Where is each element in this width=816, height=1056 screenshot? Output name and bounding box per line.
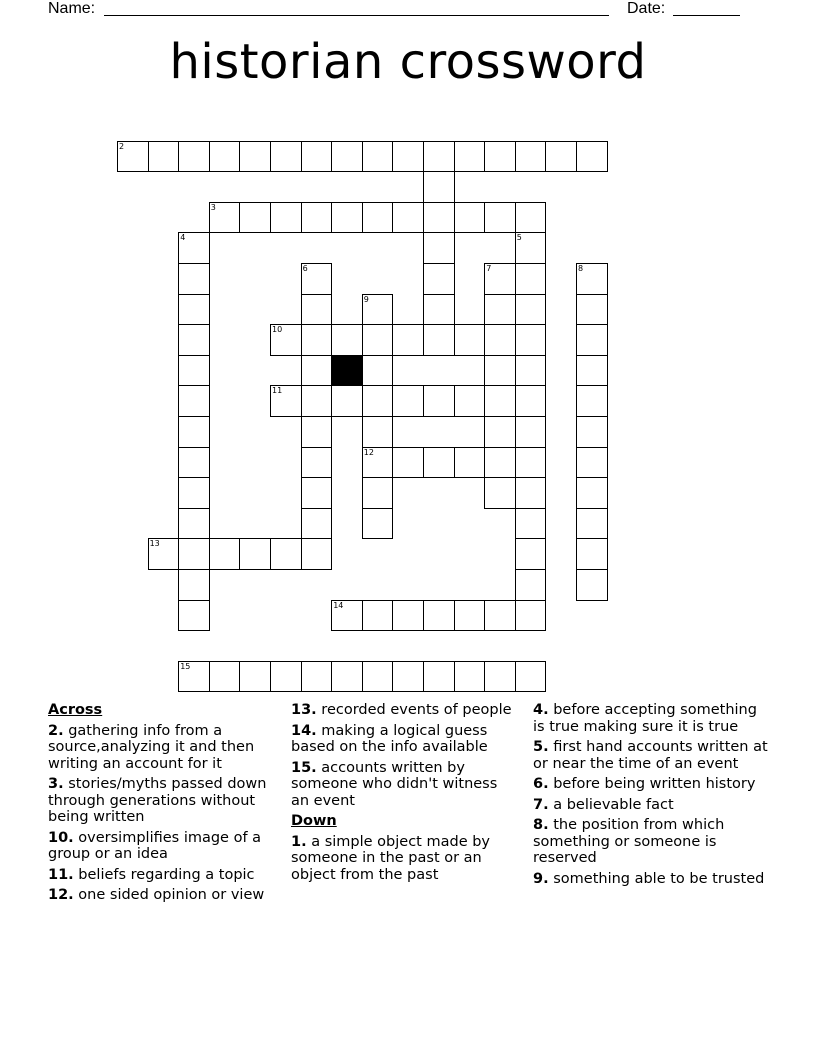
clue-down-1 — [291, 834, 516, 884]
grid-cell[interactable] — [515, 447, 547, 479]
grid-cell[interactable] — [515, 294, 547, 326]
grid-cell[interactable] — [454, 385, 486, 417]
grid-cell[interactable] — [270, 202, 302, 234]
grid-cell[interactable] — [423, 232, 455, 264]
grid-cell[interactable] — [515, 324, 547, 356]
cell-number: 4 — [180, 233, 186, 243]
cell-number: 2 — [119, 141, 125, 151]
grid-cell[interactable] — [239, 141, 271, 173]
grid-cell[interactable] — [178, 232, 210, 264]
grid-cell[interactable] — [454, 141, 486, 173]
clue-number: 6. — [533, 776, 549, 792]
grid-cell[interactable] — [239, 661, 271, 693]
clue-number: 4. — [533, 702, 549, 718]
clue-text: stories/myths passed down through generations without being written — [48, 776, 267, 825]
clues-column-3 — [533, 702, 768, 891]
grid-cell[interactable] — [178, 508, 210, 540]
grid-cell[interactable] — [178, 263, 210, 295]
grid-cell[interactable] — [423, 600, 455, 632]
grid-cell[interactable] — [515, 263, 547, 295]
grid-cell[interactable] — [362, 508, 394, 540]
grid-cell[interactable] — [454, 661, 486, 693]
clue-across-14 — [291, 723, 516, 756]
clue-text: making a logical guess based on the info available — [291, 722, 488, 755]
grid-cell[interactable] — [484, 141, 516, 173]
cell-number: 9 — [363, 294, 369, 304]
grid-cell[interactable] — [117, 141, 149, 173]
page-title: historian crossword — [169, 34, 647, 90]
clue-text: a simple object made by someone in the past or an object from the past — [291, 833, 491, 883]
grid-cell[interactable] — [178, 477, 210, 509]
grid-cell[interactable] — [331, 202, 363, 234]
grid-cell[interactable] — [301, 447, 333, 479]
grid-cell[interactable] — [209, 661, 241, 693]
clue-down-8 — [533, 817, 768, 867]
clue-text: beliefs regarding a topic — [78, 866, 255, 883]
grid-cell[interactable] — [239, 202, 271, 234]
cell-number: 6 — [302, 264, 308, 273]
grid-cell[interactable] — [576, 263, 608, 295]
grid-cell[interactable] — [423, 141, 455, 173]
cell-number: 8 — [578, 264, 584, 273]
grid-cell[interactable] — [178, 385, 210, 417]
grid-cell[interactable] — [209, 538, 241, 570]
grid-cell[interactable] — [301, 324, 333, 356]
date-label: Date: — [627, 0, 666, 17]
grid-cell[interactable] — [362, 294, 394, 326]
grid-cell[interactable] — [484, 385, 516, 417]
grid-cell[interactable] — [178, 294, 210, 326]
clues-column-2 — [291, 702, 516, 887]
grid-cell[interactable] — [178, 569, 210, 601]
grid-cell[interactable] — [301, 385, 333, 417]
grid-cell[interactable] — [209, 141, 241, 173]
clue-text: before being written history — [553, 776, 756, 792]
grid-cell[interactable] — [392, 202, 424, 234]
clue-text: gathering info from a source,analyzing it and then writing an account for it — [48, 722, 255, 772]
grid-cell[interactable] — [484, 600, 516, 632]
grid-cell[interactable] — [576, 569, 608, 601]
grid-cell[interactable] — [423, 385, 455, 417]
clue-number: 5. — [533, 739, 549, 755]
grid-cell[interactable] — [301, 263, 333, 295]
grid-cell[interactable] — [178, 447, 210, 479]
clue-text: one sided opinion or view — [78, 887, 265, 903]
clue-across-3 — [48, 776, 280, 826]
grid-cell[interactable] — [515, 508, 547, 540]
clue-text: a believable fact — [553, 796, 674, 813]
grid-cell[interactable] — [331, 600, 363, 632]
grid-cell[interactable] — [301, 202, 333, 234]
grid-cell[interactable] — [362, 324, 394, 356]
grid-cell[interactable] — [484, 661, 516, 693]
cell-number: 11 — [272, 386, 283, 396]
grid-cell[interactable] — [392, 661, 424, 693]
grid-cell[interactable] — [362, 600, 394, 632]
grid-cell[interactable] — [301, 416, 333, 448]
grid-cell[interactable] — [362, 416, 394, 448]
clue-text: accounts written by someone who didn't witness an event — [291, 759, 498, 809]
grid-cell[interactable] — [515, 661, 547, 693]
grid-cell[interactable] — [301, 477, 333, 509]
clue-down-6 — [533, 776, 768, 793]
grid-cell[interactable] — [515, 385, 547, 417]
grid-cell[interactable] — [576, 294, 608, 326]
clue-number: 8. — [533, 817, 549, 833]
clue-text: something able to be trusted — [553, 870, 765, 887]
grid-cell[interactable] — [576, 141, 608, 173]
clue-text: recorded events of people — [321, 702, 512, 718]
clue-number: 15. — [291, 759, 317, 776]
grid-cell[interactable] — [148, 141, 180, 173]
grid-cell[interactable] — [484, 324, 516, 356]
clue-number: 14. — [291, 722, 317, 739]
grid-cell[interactable] — [484, 294, 516, 326]
grid-cell[interactable] — [362, 661, 394, 693]
clue-number: 13. — [291, 702, 317, 718]
clue-across-15 — [291, 760, 516, 810]
grid-cell[interactable] — [392, 385, 424, 417]
grid-cell[interactable] — [484, 477, 516, 509]
grid-cell[interactable] — [178, 600, 210, 632]
grid-cell[interactable] — [392, 600, 424, 632]
grid-cell[interactable] — [362, 141, 394, 173]
cell-number: 5 — [516, 233, 522, 243]
grid-cell[interactable] — [423, 202, 455, 234]
grid-cell[interactable] — [423, 263, 455, 295]
down-heading: Down — [291, 813, 337, 829]
grid-cell[interactable] — [301, 661, 333, 693]
clue-across-2 — [48, 723, 280, 773]
clue-across-13 — [291, 702, 516, 719]
grid-cell[interactable] — [576, 385, 608, 417]
cell-number: 13 — [149, 539, 160, 549]
clue-down-9 — [533, 871, 768, 888]
clue-number: 2. — [48, 722, 64, 739]
grid-cell[interactable] — [270, 538, 302, 570]
grid-cell[interactable] — [423, 171, 455, 203]
grid-cell[interactable] — [331, 324, 363, 356]
grid-cell[interactable] — [515, 477, 547, 509]
grid-cell[interactable] — [362, 477, 394, 509]
cell-number: 7 — [486, 264, 492, 273]
clue-down-4 — [533, 702, 768, 735]
grid-cell[interactable] — [301, 141, 333, 173]
grid-cell[interactable] — [576, 477, 608, 509]
grid-cell[interactable] — [423, 661, 455, 693]
grid-cell[interactable] — [484, 263, 516, 295]
grid-cell[interactable] — [423, 324, 455, 356]
grid-cell[interactable] — [178, 538, 210, 570]
grid-cell[interactable] — [392, 141, 424, 173]
grid-cell[interactable] — [576, 355, 608, 387]
clues-column-1 — [48, 702, 280, 908]
grid-cell[interactable] — [270, 141, 302, 173]
grid-cell[interactable] — [454, 447, 486, 479]
grid-cell[interactable] — [178, 141, 210, 173]
grid-cell[interactable] — [576, 447, 608, 479]
grid-cell[interactable] — [239, 538, 271, 570]
grid-cell[interactable] — [423, 294, 455, 326]
cell-number: 10 — [272, 325, 283, 335]
grid-cell[interactable] — [270, 324, 302, 356]
grid-cell[interactable] — [515, 416, 547, 448]
cell-number: 12 — [363, 447, 374, 457]
name-label: Name: — [48, 0, 96, 17]
grid-cell[interactable] — [301, 355, 333, 387]
cell-number: 3 — [210, 202, 216, 212]
clue-number: 3. — [48, 776, 64, 792]
cell-number: 15 — [180, 661, 191, 671]
grid-cell[interactable] — [484, 355, 516, 387]
clue-across-10 — [48, 830, 280, 863]
clue-number: 11. — [48, 866, 74, 883]
grid-cell[interactable] — [178, 661, 210, 693]
grid-cell[interactable] — [484, 447, 516, 479]
grid-cell[interactable] — [454, 324, 486, 356]
grid-cell[interactable] — [362, 202, 394, 234]
grid-cell[interactable] — [178, 355, 210, 387]
clue-down-5 — [533, 739, 768, 772]
grid-cell[interactable] — [484, 202, 516, 234]
clue-number: 12. — [48, 887, 74, 903]
clue-down-7 — [533, 797, 768, 814]
grid-cell[interactable] — [515, 232, 547, 264]
grid-cell[interactable] — [270, 661, 302, 693]
grid-cell[interactable] — [178, 416, 210, 448]
clue-across-12 — [48, 887, 280, 904]
grid-cell[interactable] — [148, 538, 180, 570]
grid-cell[interactable] — [362, 385, 394, 417]
clue-text: oversimplifies image of a group or an idea — [48, 829, 262, 862]
grid-cell[interactable] — [362, 447, 394, 479]
grid-cell[interactable] — [270, 385, 302, 417]
clue-number: 1. — [291, 833, 307, 850]
grid-cell[interactable] — [576, 538, 608, 570]
grid-cell[interactable] — [423, 447, 455, 479]
grid-cell[interactable] — [301, 538, 333, 570]
across-heading: Across — [48, 702, 103, 718]
grid-cell[interactable] — [515, 141, 547, 173]
grid-cell[interactable] — [392, 324, 424, 356]
grid-cell[interactable] — [301, 508, 333, 540]
grid-cell[interactable] — [178, 324, 210, 356]
grid-cell[interactable] — [515, 569, 547, 601]
black-cell — [331, 355, 363, 387]
grid-cell[interactable] — [454, 202, 486, 234]
grid-cell[interactable] — [576, 508, 608, 540]
grid-cell[interactable] — [301, 294, 333, 326]
grid-cell[interactable] — [515, 202, 547, 234]
grid-cell[interactable] — [331, 141, 363, 173]
grid-cell[interactable] — [484, 416, 516, 448]
clue-number: 10. — [48, 829, 74, 846]
grid-cell[interactable] — [576, 324, 608, 356]
cell-number: 14 — [333, 600, 344, 610]
grid-cell[interactable] — [576, 416, 608, 448]
grid-cell[interactable] — [331, 385, 363, 417]
clue-number: 9. — [533, 870, 549, 887]
grid-cell[interactable] — [209, 202, 241, 234]
grid-cell[interactable] — [362, 355, 394, 387]
clue-across-11 — [48, 867, 280, 884]
grid-cell[interactable] — [545, 141, 577, 173]
clue-text: before accepting something is true making sure it is true — [533, 702, 757, 735]
grid-cell[interactable] — [331, 661, 363, 693]
clue-text: first hand accounts written at or near the time of an event — [533, 739, 768, 772]
clue-text: the position from which something or someone is reserved — [533, 817, 725, 866]
grid-cell[interactable] — [515, 355, 547, 387]
grid-cell[interactable] — [454, 600, 486, 632]
grid-cell[interactable] — [515, 600, 547, 632]
grid-cell[interactable] — [392, 447, 424, 479]
grid-cell[interactable] — [515, 538, 547, 570]
clue-number: 7. — [533, 796, 549, 813]
